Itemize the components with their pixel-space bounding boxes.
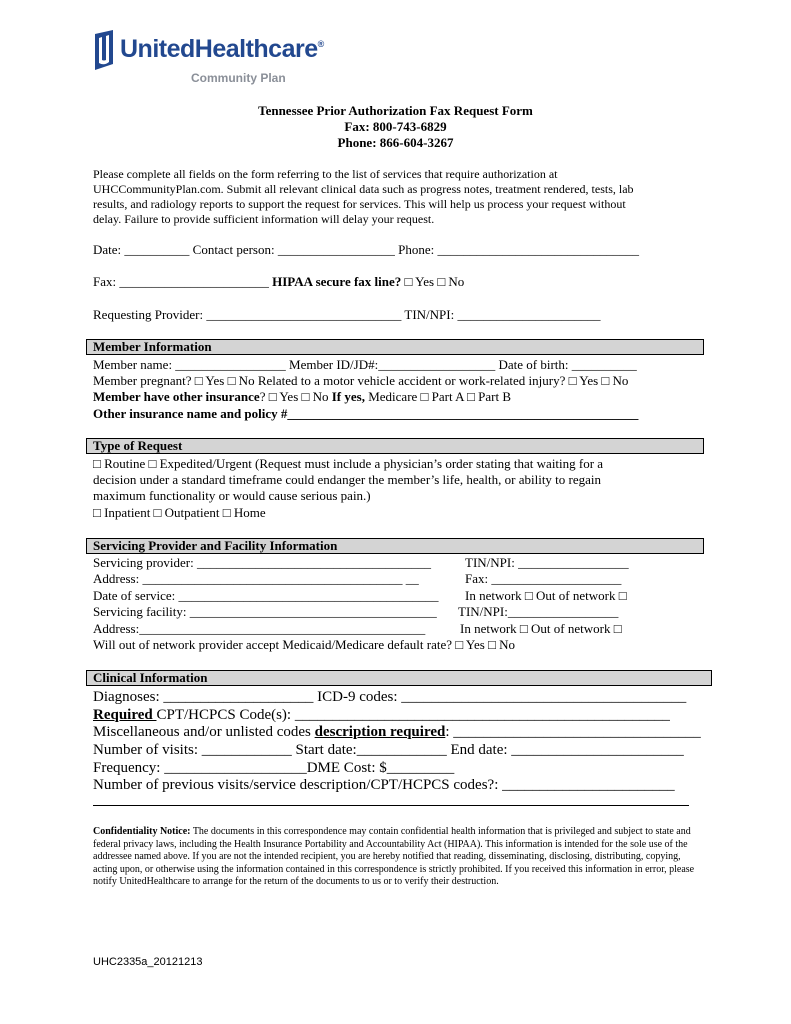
intro-line: UHCCommunityPlan.com. Submit all relevant clinical data such as progress notes, treatment rendered, tests, lab — [93, 182, 634, 196]
fax-hipaa-row[interactable] — [93, 274, 464, 290]
form-title: Tennessee Prior Authorization Fax Request Form — [258, 103, 533, 118]
other-insurance-policy-field[interactable]: Other insurance name and policy #______________________________________________________ — [93, 406, 639, 421]
required-label: Required — [93, 707, 157, 723]
requesting-provider-fields[interactable]: Requesting Provider: ______________________________ TIN/NPI: ______________________ — [93, 307, 601, 322]
servicing-field-right[interactable]: In network □ Out of network □ — [465, 587, 627, 603]
other-insurance-checkboxes[interactable]: ? □ Yes □ No — [259, 389, 332, 404]
description-required-label: description required — [314, 724, 446, 740]
member-pregnant-row[interactable] — [93, 373, 628, 389]
logo-wordmark: UnitedHealthcare® — [120, 35, 324, 63]
servicing-field-left[interactable]: Servicing facility: ______________________________________ — [93, 604, 437, 620]
servicing-field-right[interactable]: In network □ Out of network □ — [460, 620, 622, 636]
clinical-information-header: Clinical Information — [86, 670, 712, 686]
cpt-hcpcs-field[interactable]: CPT/HCPCS Code(s): __________________________________________________ — [156, 707, 670, 723]
hipaa-checkboxes[interactable]: □ Yes □ No — [401, 274, 465, 289]
member-information-header: Member Information — [86, 339, 704, 355]
misc-codes-field[interactable]: : _________________________________ — [445, 724, 701, 740]
fax-field[interactable]: Fax: _______________________ — [93, 274, 273, 289]
member-pregnant-label: Member pregnant? — [93, 373, 192, 388]
phone-number: Phone: 866-604-3267 — [337, 135, 454, 150]
servicing-field-right[interactable]: TIN/NPI:_________________ — [458, 604, 619, 620]
routine-expedited-checkboxes[interactable]: □ Routine □ Expedited/Urgent (Request must include a physician’s order stating that waiting for a — [93, 456, 604, 471]
other-insurance-label: Member have other insurance — [93, 389, 260, 404]
date-contact-phone-fields[interactable]: Date: __________ Contact person: __________________ Phone: _______________________________ — [93, 242, 639, 257]
medicare-part-checkboxes[interactable]: Medicare □ Part A □ Part B — [364, 389, 512, 404]
servicing-provider-header: Servicing Provider and Facility Information — [86, 538, 704, 554]
request-note-line: decision under a standard timeframe could endanger the member’s life, health, or ability to regain — [93, 472, 602, 487]
form-code: UHC2335a_20121213 — [93, 956, 203, 968]
intro-line: Please complete all fields on the form referring to the list of services that require authorization at — [93, 167, 558, 181]
previous-visits-field[interactable]: Number of previous visits/service description/CPT/HCPCS codes?: _______________________ — [93, 777, 675, 793]
servicing-field-left[interactable]: Address: ________________________________________ __ — [93, 571, 419, 587]
intro-line: results, and radiology reports to support the request for services. This will help us process your request without — [93, 197, 626, 211]
member-name-id-dob-fields[interactable]: Member name: _________________ Member ID/JD#:__________________ Date of birth: __________ — [93, 357, 637, 372]
misc-codes-label: Miscellaneous and/or unlisted codes — [93, 724, 315, 740]
default-rate-question[interactable]: Will out of network provider accept Medicaid/Medicare default rate? □ Yes □ No — [93, 637, 516, 652]
other-insurance-row[interactable] — [93, 389, 511, 405]
type-of-request-header: Type of Request — [86, 438, 704, 454]
servicing-field-right[interactable]: Fax: ____________________ — [465, 571, 622, 587]
fax-number: Fax: 800-743-6829 — [344, 119, 447, 134]
if-yes-label: If yes, — [331, 389, 365, 404]
confidentiality-notice — [93, 826, 705, 889]
pregnant-accident-checkboxes[interactable]: □ Yes □ No Related to a motor vehicle accident or work-related injury? □ Yes □ No — [191, 373, 629, 388]
inpatient-outpatient-home-checkboxes[interactable]: □ Inpatient □ Outpatient □ Home — [93, 505, 266, 520]
cpt-hcpcs-row[interactable] — [93, 706, 670, 724]
servicing-field-left[interactable]: Address:____________________________________________ — [93, 620, 426, 636]
request-note-line: maximum functionality or would cause serious pain.) — [93, 488, 371, 503]
logo-subtitle: Community Plan — [191, 71, 286, 85]
visits-dates-fields[interactable]: Number of visits: ____________ Start date:____________ End date: _______________________ — [93, 742, 684, 758]
intro-line: delay. Failure to provide sufficient information will delay your request. — [93, 212, 435, 226]
diagnoses-icd9-fields[interactable]: Diagnoses: ____________________ ICD-9 codes: ______________________________________ — [93, 689, 687, 705]
confidentiality-text: The documents in this correspondence may contain confidential health information that is privileged and subject to state and federal privacy laws, including the Health Insurance Portability and Accountability Act (HIPAA). This information is intended for the sole use of the addressee named above. If you are not the intended recipient, you are hereby notified that reading, disseminating, disclosing, distributing, copying, acting upon, or otherwise using the information contained in this correspondence is strictly prohibited. If you received this information in error, please notify UnitedHealthcare to arrange for the return of the documents to us or to verify their destruction. — [93, 826, 695, 887]
servicing-field-right[interactable]: TIN/NPI: _________________ — [465, 555, 629, 570]
unitedhealthcare-logo — [93, 30, 324, 90]
frequency-dme-fields[interactable]: Frequency: ___________________DME Cost: $_________ — [93, 760, 455, 776]
previous-visits-continuation-line[interactable] — [93, 805, 689, 806]
misc-codes-row[interactable] — [93, 723, 701, 741]
confidentiality-label: Confidentiality Notice: — [93, 826, 191, 837]
servicing-field-left[interactable]: Servicing provider: ____________________________________ — [93, 555, 431, 570]
servicing-field-left[interactable]: Date of service: ________________________________________ — [93, 587, 439, 603]
uhc-shield-icon — [93, 30, 115, 70]
hipaa-label: HIPAA secure fax line? — [272, 274, 402, 289]
